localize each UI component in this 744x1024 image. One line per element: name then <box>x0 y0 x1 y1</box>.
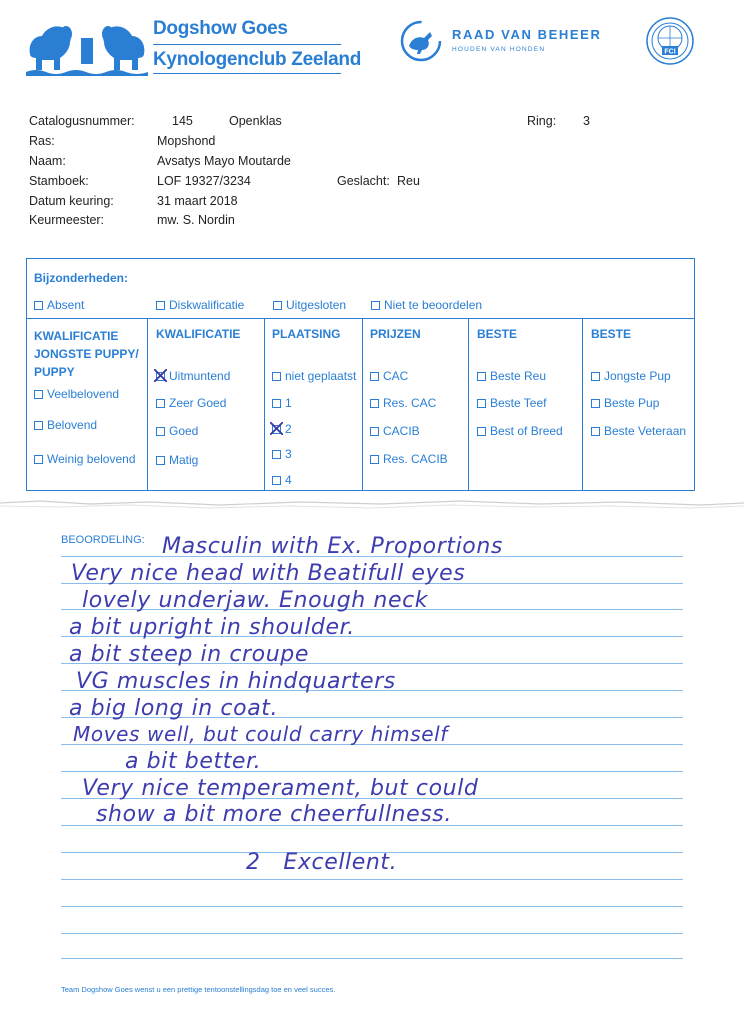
option-place-3[interactable]: 3 <box>272 447 292 461</box>
checkbox-icon <box>156 427 165 436</box>
judge-label: Keurmeester: <box>29 213 105 227</box>
ruled-line <box>61 958 683 959</box>
club-name-line1: Dogshow Goes <box>153 18 288 39</box>
ruled-line <box>61 933 683 934</box>
option-zeer-goed[interactable]: Zeer Goed <box>156 396 226 410</box>
column-header-prijzen: PRIJZEN <box>370 327 421 341</box>
handwritten-line: Moves well, but could carry himself <box>73 722 448 746</box>
form-divider <box>26 318 695 319</box>
option-goed[interactable]: Goed <box>156 424 198 438</box>
checkbox-icon <box>34 421 43 430</box>
column-header-beste-puppy: BESTE <box>591 327 632 341</box>
catalog-number: 145 <box>172 114 193 128</box>
handwritten-line: Very nice head with Beatifull eyes <box>71 561 466 586</box>
particular-diskwalificatie[interactable]: Diskwalificatie <box>156 298 244 312</box>
ring-label: Ring: <box>527 114 557 128</box>
handwritten-line: a big long in coat. <box>69 696 279 721</box>
class-value: Openklas <box>229 114 282 128</box>
column-divider <box>582 318 583 490</box>
ruled-line <box>61 906 683 907</box>
option-place-4[interactable]: 4 <box>272 473 292 487</box>
option-beste-reu[interactable]: Beste Reu <box>477 369 546 383</box>
option-cacib[interactable]: CACIB <box>370 424 420 438</box>
option-res-cacib[interactable]: Res. CACIB <box>370 452 448 466</box>
handwritten-result: 2 Excellent. <box>246 850 398 875</box>
particular-uitgesloten[interactable]: Uitgesloten <box>273 298 346 312</box>
judge-value: mw. S. Nordin <box>157 213 235 227</box>
handwritten-line: VG muscles in hindquarters <box>76 669 396 694</box>
breed-value: Mopshond <box>157 134 216 148</box>
checkbox-icon <box>156 301 165 310</box>
club-name-line2: Kynologenclub Zeeland <box>153 49 361 70</box>
option-place-2[interactable]: 2 <box>272 422 292 436</box>
option-weinig-belovend[interactable]: Weinig belovend <box>34 452 136 466</box>
handwritten-line: a bit steep in croupe <box>69 642 309 667</box>
club-rule-top <box>153 44 341 45</box>
column-header-kwalificatie: KWALIFICATIE <box>156 327 241 341</box>
column-divider <box>264 318 265 490</box>
handwritten-line: Very nice temperament, but could <box>82 776 479 801</box>
column-header-kwalificatie-puppy: KWALIFICATIE JONGSTE PUPPY/ PUPPY <box>34 329 139 379</box>
dog-name: Avsatys Mayo Moutarde <box>157 154 291 168</box>
evaluation-label: BEOORDELING: <box>61 534 145 546</box>
fci-logo-icon <box>645 16 695 66</box>
club-logo-dogs <box>26 14 148 76</box>
checkbox-icon <box>477 399 486 408</box>
checkbox-icon <box>273 301 282 310</box>
name-label: Naam: <box>29 154 66 168</box>
checkbox-icon <box>477 427 486 436</box>
fci-label: FCI <box>664 48 676 56</box>
ruled-line <box>61 879 683 880</box>
checkbox-icon <box>34 390 43 399</box>
checkbox-icon <box>272 372 281 381</box>
checkbox-icon <box>370 427 379 436</box>
option-beste-teef[interactable]: Beste Teef <box>477 396 546 410</box>
checkbox-icon <box>591 427 600 436</box>
breed-label: Ras: <box>29 134 55 148</box>
option-place-1[interactable]: 1 <box>272 396 292 410</box>
handwritten-line: show a bit more cheerfullness. <box>96 802 452 827</box>
checked-checkbox-icon <box>156 372 165 381</box>
date-value: 31 maart 2018 <box>157 194 238 208</box>
studbook-value: LOF 19327/3234 <box>157 174 251 188</box>
column-divider <box>147 318 148 490</box>
catalog-label: Catalogusnummer: <box>29 114 135 128</box>
footer-note: Team Dogshow Goes wenst u een prettige tentoonstellingsdag toe en veel succes. <box>61 985 336 994</box>
raad-van-beheer-logo-icon <box>400 20 442 62</box>
option-beste-veteraan[interactable]: Beste Veteraan <box>591 424 686 438</box>
particular-niet-te-beoordelen[interactable]: Niet te beoordelen <box>371 298 482 312</box>
column-header-beste: BESTE <box>477 327 518 341</box>
option-jongste-pup[interactable]: Jongste Pup <box>591 369 671 383</box>
option-res-cac[interactable]: Res. CAC <box>370 396 436 410</box>
checkbox-icon <box>272 476 281 485</box>
particular-absent[interactable]: Absent <box>34 298 84 312</box>
option-veelbelovend[interactable]: Veelbelovend <box>34 387 119 401</box>
option-best-of-breed[interactable]: Best of Breed <box>477 424 563 438</box>
handwritten-line: lovely underjaw. Enough neck <box>82 588 429 613</box>
option-beste-pup[interactable]: Beste Pup <box>591 396 659 410</box>
checkbox-icon <box>371 301 380 310</box>
checkbox-icon <box>34 455 43 464</box>
column-divider <box>468 318 469 490</box>
ring-value: 3 <box>583 114 590 128</box>
option-belovend[interactable]: Belovend <box>34 418 97 432</box>
checkbox-icon <box>156 456 165 465</box>
handwritten-line: a bit better. <box>125 749 262 774</box>
checkbox-icon <box>156 399 165 408</box>
handwritten-line: a bit upright in shoulder. <box>69 615 355 640</box>
torn-paper-edge <box>0 497 744 511</box>
checkbox-icon <box>370 455 379 464</box>
sex-label: Geslacht: <box>337 174 390 188</box>
sex-value: Reu <box>397 174 420 188</box>
checkbox-icon <box>591 372 600 381</box>
checkbox-icon <box>370 372 379 381</box>
date-label: Datum keuring: <box>29 194 114 208</box>
checkbox-icon <box>34 301 43 310</box>
checked-checkbox-icon <box>272 425 281 434</box>
checkbox-icon <box>370 399 379 408</box>
studbook-label: Stamboek: <box>29 174 89 188</box>
raad-subtitle: HOUDEN VAN HONDEN <box>452 46 546 53</box>
raad-title: RAAD VAN BEHEER <box>452 27 602 42</box>
particulars-title: Bijzonderheden: <box>34 271 129 285</box>
checkbox-icon <box>272 450 281 459</box>
option-niet-geplaatst[interactable]: niet geplaatst <box>272 369 356 383</box>
checkbox-icon <box>477 372 486 381</box>
option-cac[interactable]: CAC <box>370 369 408 383</box>
checkbox-icon <box>591 399 600 408</box>
option-uitmuntend[interactable]: Uitmuntend <box>156 369 230 383</box>
column-header-plaatsing: PLAATSING <box>272 327 341 341</box>
column-divider <box>362 318 363 490</box>
option-matig[interactable]: Matig <box>156 453 198 467</box>
club-rule-bottom <box>153 73 341 74</box>
handwritten-line: Masculin with Ex. Proportions <box>162 534 503 559</box>
checkbox-icon <box>272 399 281 408</box>
